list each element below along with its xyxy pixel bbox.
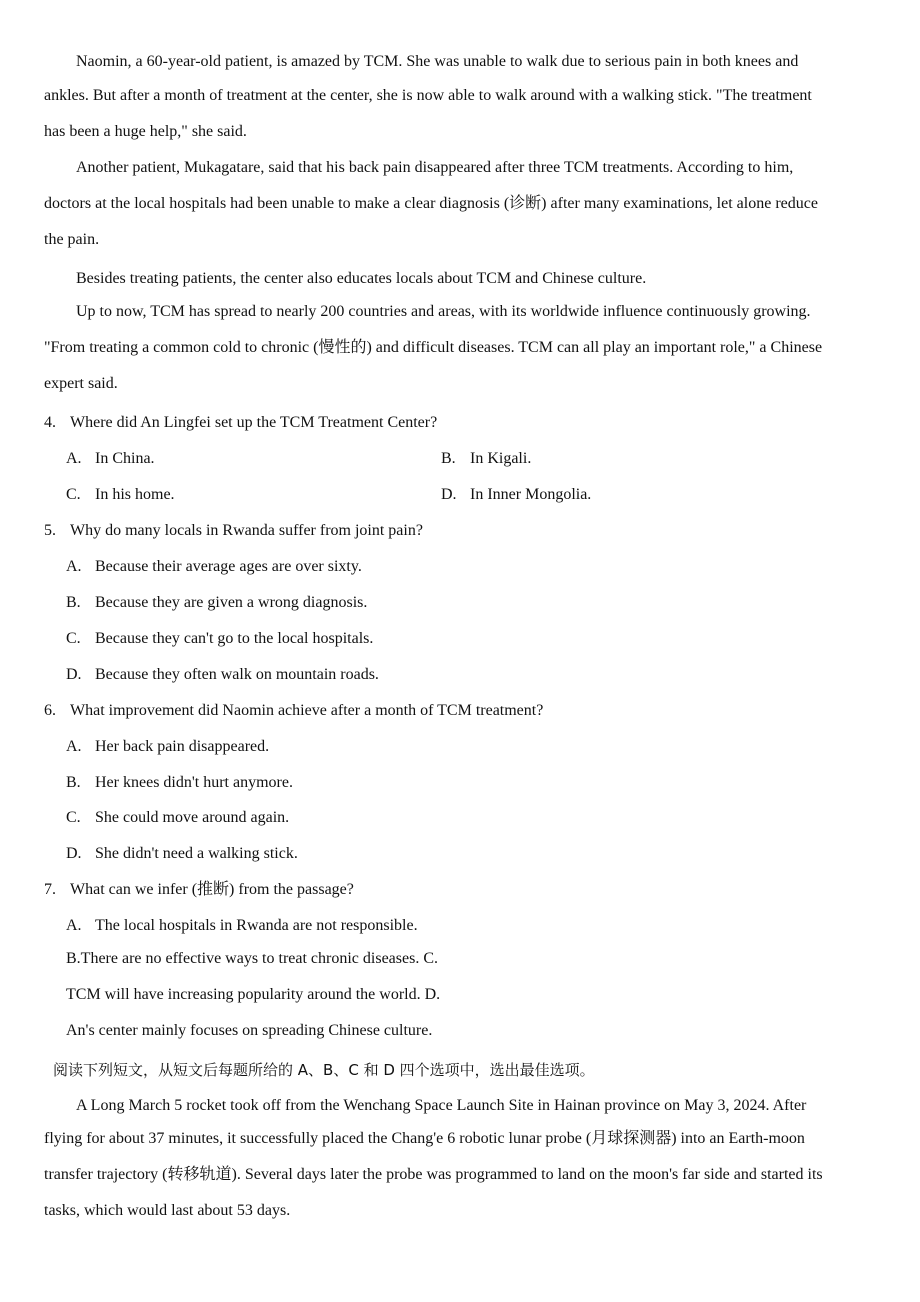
paragraph-line: "From treating a common cold to chronic (慢性的) and difficult diseases. TCM can all play an important role," a Chinese [44, 339, 823, 356]
option-label: C. [66, 486, 81, 503]
option-label: A. [66, 450, 82, 467]
question-number: 6. [44, 702, 56, 719]
paragraph-line: doctors at the local hospitals had been unable to make a clear diagnosis (诊断) after many examinations, let alone reduce [44, 195, 818, 212]
option-label: D. [66, 845, 82, 862]
option-text: In China. [95, 450, 155, 467]
question-5 [44, 521, 423, 541]
option-label: B. [66, 774, 81, 791]
option-b[interactable] [66, 773, 293, 793]
option-a[interactable] [66, 916, 418, 936]
option-text: The local hospitals in Rwanda are not responsible. [95, 917, 418, 934]
option-label: C. [66, 630, 81, 647]
option-line[interactable]: TCM will have increasing popularity around the world. D. [66, 986, 441, 1003]
paragraph-line: expert said. [44, 375, 118, 392]
option-label: B. [441, 450, 456, 467]
option-label: D. [66, 666, 82, 683]
paragraph-line: the pain. [44, 231, 100, 248]
option-label: A. [66, 738, 82, 755]
question-number: 5. [44, 522, 56, 539]
option-text: Because they can't go to the local hospitals. [95, 630, 374, 647]
option-label: A. [66, 917, 82, 934]
paragraph-line: tasks, which would last about 53 days. [44, 1202, 291, 1219]
option-b[interactable] [441, 449, 531, 469]
option-a[interactable] [66, 557, 362, 577]
paragraph-line: flying for about 37 minutes, it successfully placed the Chang'e 6 robotic lunar probe (月球探测器) into an Earth-moon [44, 1130, 805, 1147]
question-7 [44, 880, 354, 900]
option-text: In Kigali. [470, 450, 532, 467]
paragraph-line: Another patient, Mukagatare, said that his back pain disappeared after three TCM treatments. According to him, [76, 159, 794, 176]
option-a[interactable] [66, 737, 269, 757]
option-text: Her knees didn't hurt anymore. [95, 774, 293, 791]
option-text: In Inner Mongolia. [470, 486, 592, 503]
option-text: Her back pain disappeared. [95, 738, 270, 755]
option-text: Because their average ages are over sixty. [95, 558, 362, 575]
question-number: 4. [44, 414, 56, 431]
paragraph-line: Besides treating patients, the center also educates locals about TCM and Chinese culture. [76, 270, 647, 287]
option-c[interactable] [66, 485, 175, 505]
question-text: Why do many locals in Rwanda suffer from joint pain? [70, 522, 423, 539]
paragraph-line: transfer trajectory (转移轨道). Several days later the probe was programmed to land on the moon's far side and started its [44, 1166, 823, 1183]
option-label: D. [441, 486, 457, 503]
option-d[interactable] [66, 844, 298, 864]
section-instruction: 阅读下列短文，从短文后每题所给的 A、B、C 和 D 四个选项中，选出最佳选项。 [53, 1061, 595, 1079]
option-a[interactable] [66, 449, 155, 469]
paragraph-line: ankles. But after a month of treatment at the center, she is now able to walk around with a walking stick. "The treatment [44, 87, 812, 104]
paragraph-line: has been a huge help," she said. [44, 123, 247, 140]
option-text: Because they are given a wrong diagnosis. [95, 594, 368, 611]
option-line[interactable]: An's center mainly focuses on spreading Chinese culture. [66, 1022, 433, 1039]
option-line[interactable]: B.There are no effective ways to treat chronic diseases. C. [66, 950, 438, 967]
option-d[interactable] [66, 665, 379, 685]
option-c[interactable] [66, 629, 373, 649]
option-b[interactable] [66, 593, 367, 613]
option-text: In his home. [95, 486, 175, 503]
option-d[interactable] [441, 485, 591, 505]
option-text: She could move around again. [95, 809, 290, 826]
question-text: Where did An Lingfei set up the TCM Treatment Center? [70, 414, 438, 431]
paragraph-line: A Long March 5 rocket took off from the Wenchang Space Launch Site in Hainan province on May 3, 2024. After [76, 1097, 807, 1114]
paragraph-line: Up to now, TCM has spread to nearly 200 countries and areas, with its worldwide influence continuously growing. [76, 303, 811, 320]
question-4 [44, 413, 437, 433]
paragraph-line: Naomin, a 60-year-old patient, is amazed by TCM. She was unable to walk due to serious pain in both knees and [76, 53, 799, 70]
question-text: What can we infer (推断) from the passage? [70, 881, 354, 898]
question-text: What improvement did Naomin achieve after a month of TCM treatment? [70, 702, 544, 719]
option-text: She didn't need a walking stick. [95, 845, 298, 862]
option-label: A. [66, 558, 82, 575]
option-label: C. [66, 809, 81, 826]
question-6 [44, 701, 543, 721]
option-text: Because they often walk on mountain roads. [95, 666, 379, 683]
option-label: B. [66, 594, 81, 611]
option-c[interactable] [66, 808, 289, 828]
question-number: 7. [44, 881, 56, 898]
